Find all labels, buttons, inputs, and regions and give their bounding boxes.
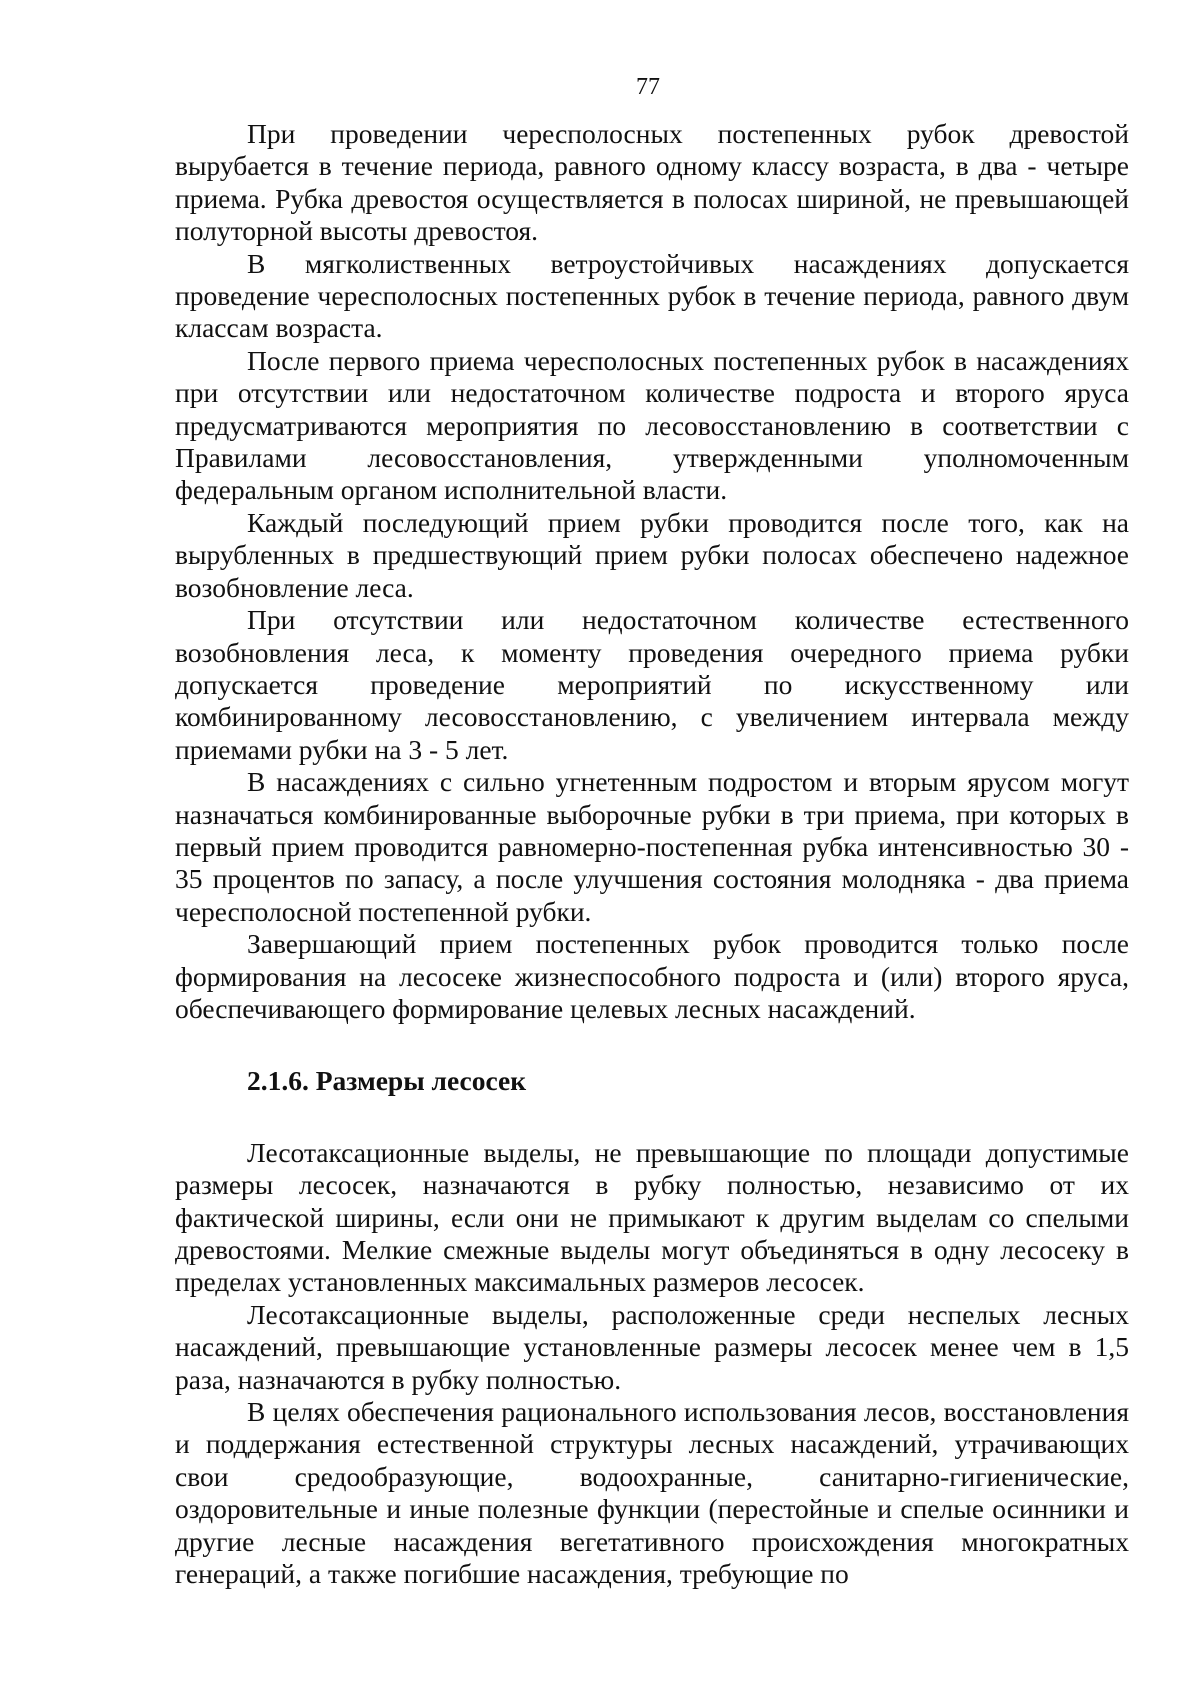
section-body <box>175 1137 1129 1591</box>
paragraph: В мягколиственных ветроустойчивых насаждениях допускается проведение чересполосных постепенных рубок в течение периода, равного двум классам возраста. <box>175 247 1129 344</box>
paragraph: После первого приема чересполосных постепенных рубок в насаждениях при отсутствии или недостаточном количестве подроста и второго яруса предусматриваются мероприятия по лесовосстановлению в соответствии с Правилами лесовосстановления, утвержденными уполномоченным федеральным органом исполнительной власти. <box>175 344 1129 506</box>
paragraph: Завершающий прием постепенных рубок проводится только после формирования на лесосеке жизнеспособного подроста и (или) второго яруса, обеспечивающего формирование целевых лесных насаждений. <box>175 928 1129 1024</box>
section-heading: 2.1.6. Размеры лесосек <box>247 1065 527 1097</box>
paragraph: Лесотаксационные выделы, не превышающие по площади допустимые размеры лесосек, назначаются в рубку полностью, независимо от их фактической ширины, если они не примыкают к другим выделам со спелыми древостоями. Мелкие смежные выделы могут объединяться в одну лесосеку в пределах установленных максимальных размеров лесосек. <box>175 1136 1129 1298</box>
paragraph: Каждый последующий прием рубки проводится после того, как на вырубленных в предшествующий прием рубки полосах обеспечено надежное возобновление леса. <box>175 506 1129 603</box>
paragraph: При отсутствии или недостаточном количестве естественного возобновления леса, к моменту проведения очередного приема рубки допускается проведение мероприятий по искусственному или комбинированному лесовосстановлению, с увеличением интервала между приемами рубки на 3 - 5 лет. <box>175 604 1129 765</box>
paragraph: Лесотаксационные выделы, расположенные среди неспелых лесных насаждений, превышающие установленные размеры лесосек менее чем в 1,5 раза, назначаются в рубку полностью. <box>175 1298 1129 1395</box>
paragraph: При проведении чересполосных постепенных рубок древостой вырубается в течение периода, равного одному классу возраста, в два - четыре приема. Рубка древостоя осуществляется в полосах шириной, не превышающей полуторной высоты древостоя. <box>175 118 1129 247</box>
document-body <box>175 118 1129 1590</box>
paragraph: В насаждениях с сильно угнетенным подростом и вторым ярусом могут назначаться комбинированные выборочные рубки в три приема, при которых в первый прием проводится равномерно-постепенная рубка интенсивностью 30 - 35 процентов по запасу, а после улучшения состояния молодняка - два приема чересполосной постепенной рубки. <box>175 766 1129 927</box>
paragraph: В целях обеспечения рационального использования лесов, восстановления и поддержания естественной структуры лесных насаждений, утрачивающих свои средообразующие, водоохранные, санитарно-гигиенические, оздоровительные и иные полезные функции (перестойные и спелые осинники и другие лесные насаждения вегетативного происхождения многократных генераций, а также погибшие насаждения, требующие по <box>175 1396 1129 1590</box>
page-number: 77 <box>636 74 660 100</box>
